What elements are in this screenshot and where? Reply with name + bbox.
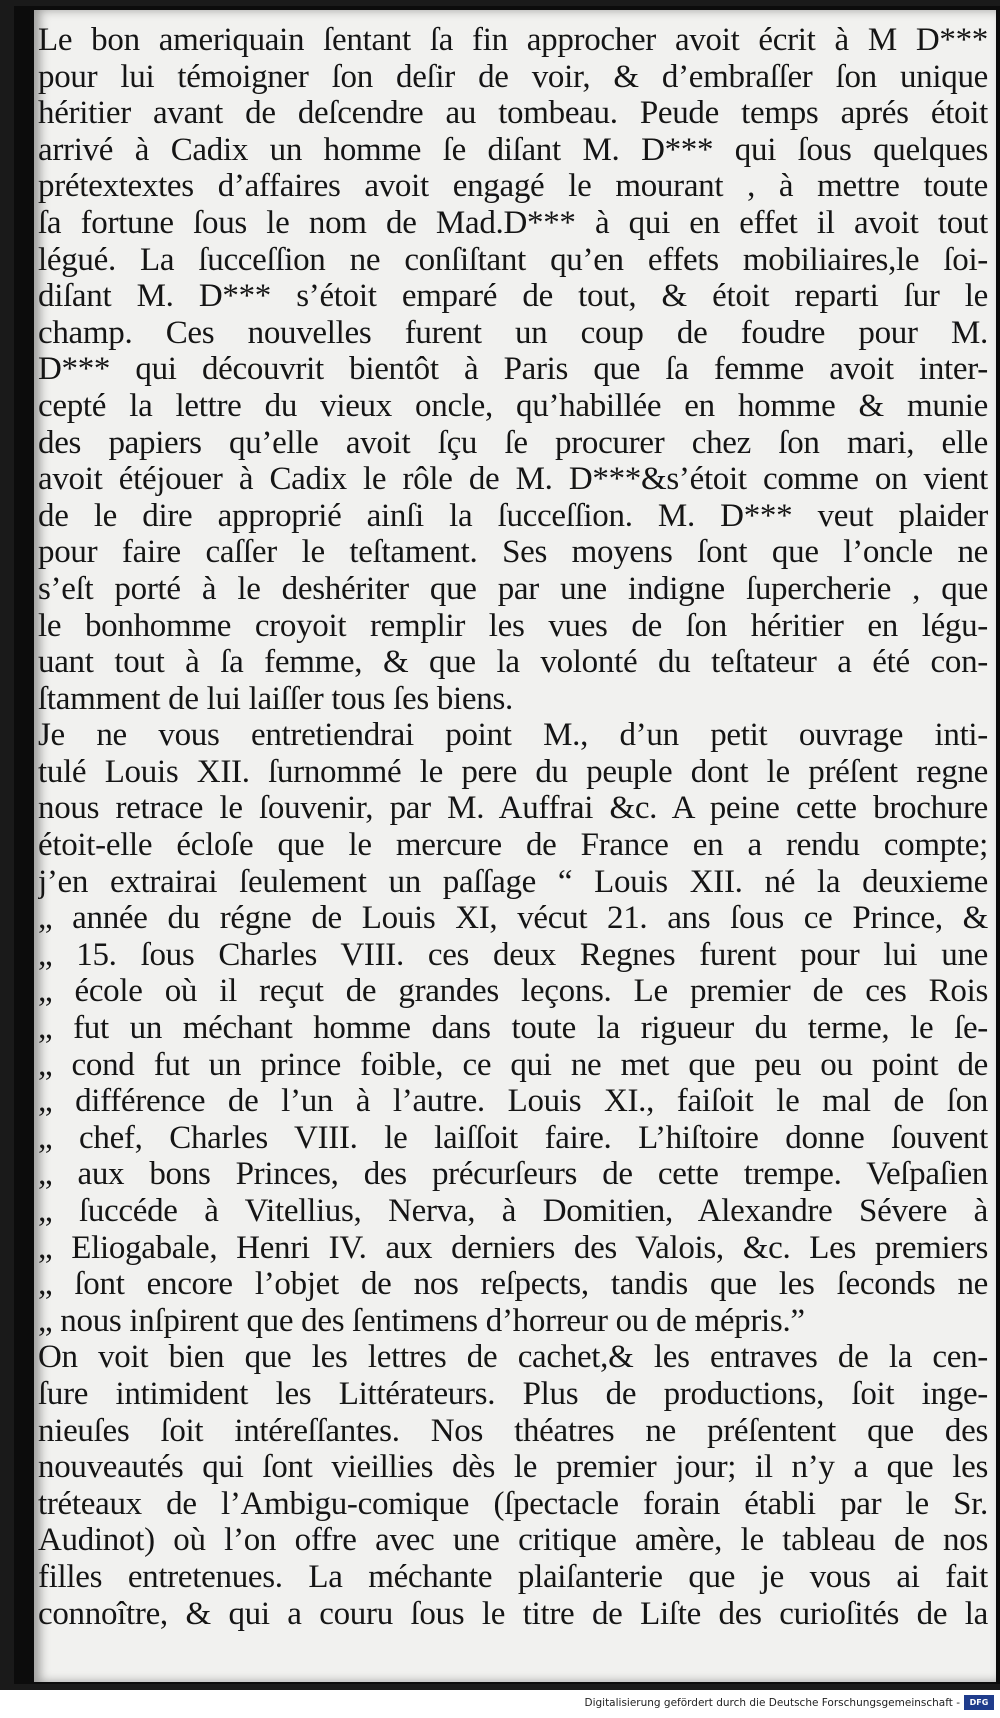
text-line: diſant M. D*** s’étoit emparé de tout, & étoit reparti ſur le <box>38 278 988 315</box>
text-line: le bonhomme croyoit remplir les vues de ſon héritier en légu- <box>38 607 988 644</box>
text-line: D*** qui découvrit bientôt à Paris que ſa femme avoit inter- <box>38 351 988 388</box>
text-line: arrivé à Cadix un homme ſe diſant M. D*** qui ſous quelques <box>38 131 988 168</box>
text-line: ſtamment de lui laiſſer tous ſes biens. <box>38 680 513 717</box>
text-line: „ différence de l’un à l’autre. Louis XI., faiſoit le mal de ſon <box>38 1083 988 1120</box>
text-line: filles entretenues. La méchante plaiſanterie que je vous ai fait <box>38 1558 988 1595</box>
text-line: avoit étéjouer à Cadix le rôle de M. D***&s’étoit comme on vient <box>38 461 988 498</box>
funding-credit: Digitalisierung gefördert durch die Deutsche Forschungsgemeinschaft - <box>584 1697 960 1709</box>
text-line: „ cond fut un prince foible, ce qui ne met que peu ou point de <box>38 1046 988 1083</box>
page-text <box>38 22 988 1632</box>
text-line: prétextextes d’affaires avoit engagé le mourant , à mettre toute <box>38 168 988 205</box>
text-line: „ ſuccéde à Vitellius, Nerva, à Domitien, Alexandre Sévere à <box>38 1193 988 1229</box>
text-line: cepté la lettre du vieux oncle, qu’habillée en homme & munie <box>38 387 988 424</box>
text-line: „ aux bons Princes, des précurſeurs de cette trempe. Veſpaſien <box>38 1156 988 1193</box>
text-line: „ ſont encore l’objet de nos reſpects, tandis que les ſeconds ne <box>38 1266 988 1303</box>
text-line: tulé Louis XII. ſurnommé le pere du peuple dont le préſent regne <box>38 753 988 790</box>
text-line: Je ne vous entretiendrai point M., d’un petit ouvrage inti- <box>38 717 988 754</box>
text-line: „ nous inſpirent que des ſentimens d’horreur ou de mépris.” <box>38 1302 805 1339</box>
text-line: pour lui témoigner ſon deſir de voir, & d’embraſſer ſon unique <box>38 58 988 95</box>
text-line: tréteaux de l’Ambigu-comique (ſpectacle forain établi par le Sr. <box>38 1485 988 1522</box>
text-line: pour faire caſſer le teſtament. Ses moyens ſont que l’oncle ne <box>38 534 988 571</box>
book-page <box>34 10 996 1682</box>
text-line: étoit-elle écloſe que le mercure de France en a rendu compte; <box>38 827 988 864</box>
text-line: „ 15. ſous Charles VIII. ces deux Regnes furent pour lui une <box>38 936 988 973</box>
text-line: ſure intimident les Littérateurs. Plus de productions, ſoit inge- <box>38 1375 988 1412</box>
text-line: nous retrace le ſouvenir, par M. Auffrai &c. A peine cette brochure <box>38 790 988 827</box>
text-line: j’en extrairai ſeulement un paſſage “ Louis XII. né la deuxieme <box>38 863 988 900</box>
text-line: „ année du régne de Louis XI, vécut 21. ans ſous ce Prince, & <box>38 900 988 937</box>
text-line: champ. Ces nouvelles furent un coup de foudre pour M. <box>38 314 988 351</box>
text-line: des papiers qu’elle avoit ſçu ſe procurer chez ſon mari, elle <box>38 424 988 461</box>
text-line: s’eſt porté à le deshériter que par une indigne ſupercherie , que <box>38 570 988 607</box>
text-line: nieuſes ſoit intéreſſantes. Nos théatres ne préſentent que des <box>38 1412 988 1449</box>
text-line: ſa fortune ſous le nom de Mad.D*** à qui en effet il avoit tout <box>38 204 988 241</box>
text-line: de le dire approprié ainſi la ſucceſſion. M. D*** veut plaider <box>38 497 988 534</box>
text-line: nouveautés qui ſont vieillies dès le premier jour; il n’y a que les <box>38 1449 988 1486</box>
dfg-logo: DFG <box>964 1695 994 1710</box>
text-line: uant tout à ſa femme, & que la volonté du teſtateur a été con- <box>38 644 988 681</box>
text-line: „ chef, Charles VIII. le laiſſoit faire. L’hiſtoire donne ſouvent <box>38 1119 988 1156</box>
digitization-footer <box>0 1690 1000 1718</box>
text-line: „ fut un méchant homme dans toute la rigueur du terme, le ſe- <box>38 1010 988 1047</box>
text-line: Le bon ameriquain ſentant ſa fin approcher avoit écrit à M D*** <box>38 22 988 58</box>
text-line: „ école où il reçut de grandes leçons. Le premier de ces Rois <box>38 973 988 1010</box>
text-line: Audinot) où l’on offre avec une critique amère, le tableau de nos <box>38 1522 988 1559</box>
text-line: On voit bien que les lettres de cachet,& les entraves de la cen- <box>38 1339 988 1376</box>
text-line: „ Eliogabale, Henri IV. aux derniers des Valois, &c. Les premiers <box>38 1229 988 1266</box>
text-line: connoître, & qui a couru ſous le titre de Liſte des curioſités de la <box>38 1595 988 1632</box>
text-line: légué. La ſucceſſion ne conſiſtant qu’en effets mobiliaires,le ſoi- <box>38 241 988 278</box>
text-line: héritier avant de deſcendre au tombeau. Peude temps aprés étoit <box>38 95 988 132</box>
